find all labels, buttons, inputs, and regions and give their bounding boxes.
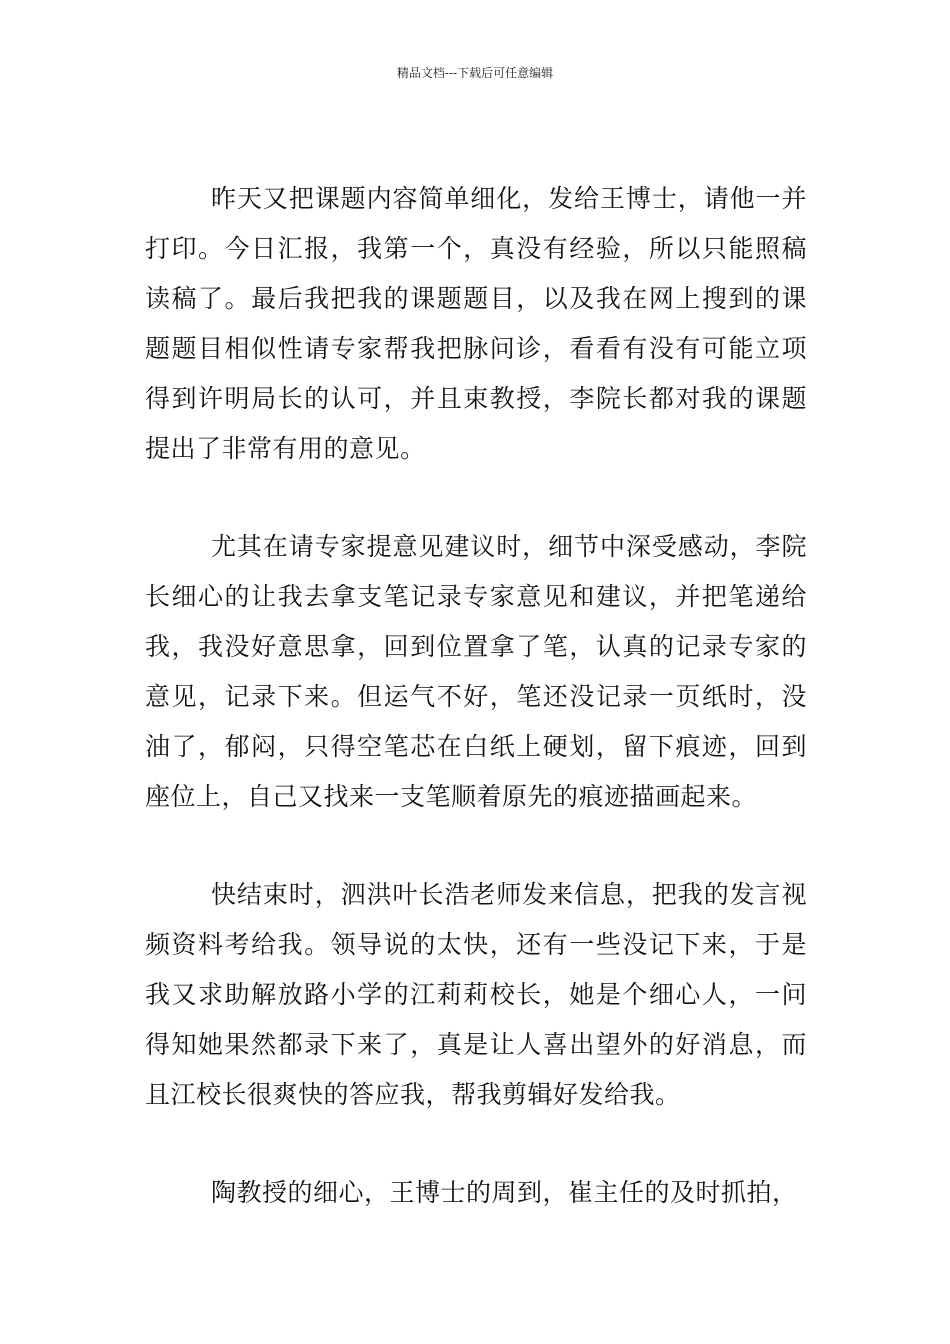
paragraph-3: 快结束时，泗洪叶长浩老师发来信息，把我的发言视频资料考给我。领导说的太快，还有一些没记下来，于是我又求助解放路小学的江莉莉校长，她是个细心人，一问得知她果然都录下来了，真是让人喜出望外的好消息，而且江校长很爽快的答应我，帮我剪辑好发给我。: [145, 880, 807, 1109]
paragraph-2: 尤其在请专家提意见建议时，细节中深受感动，李院长细心的让我去拿支笔记录专家意见和建议，并把笔递给我，我没好意思拿，回到位置拿了笔，认真的记录专家的意见，记录下来。但运气不好，笔还没记录一页纸时，没油了，郁闷，只得空笔芯在白纸上硬划，留下痕迹，回到座位上，自己又找来一支笔顺着原先的痕迹描画起来。: [145, 532, 807, 811]
page-header: 精品文档---下载后可任意编辑: [396, 66, 554, 80]
paragraph-1: 昨天又把课题内容简单细化，发给王博士，请他一并打印。今日汇报，我第一个，真没有经验，所以只能照稿读稿了。最后我把我的课题题目，以及我在网上搜到的课题题目相似性请专家帮我把脉问诊，看看有没有可能立项得到许明局长的认可，并且束教授，李院长都对我的课题提出了非常有用的意见。: [145, 184, 807, 463]
paragraph-4: 陶教授的细心，王博士的周到，崔主任的及时抓拍，: [211, 1178, 798, 1207]
